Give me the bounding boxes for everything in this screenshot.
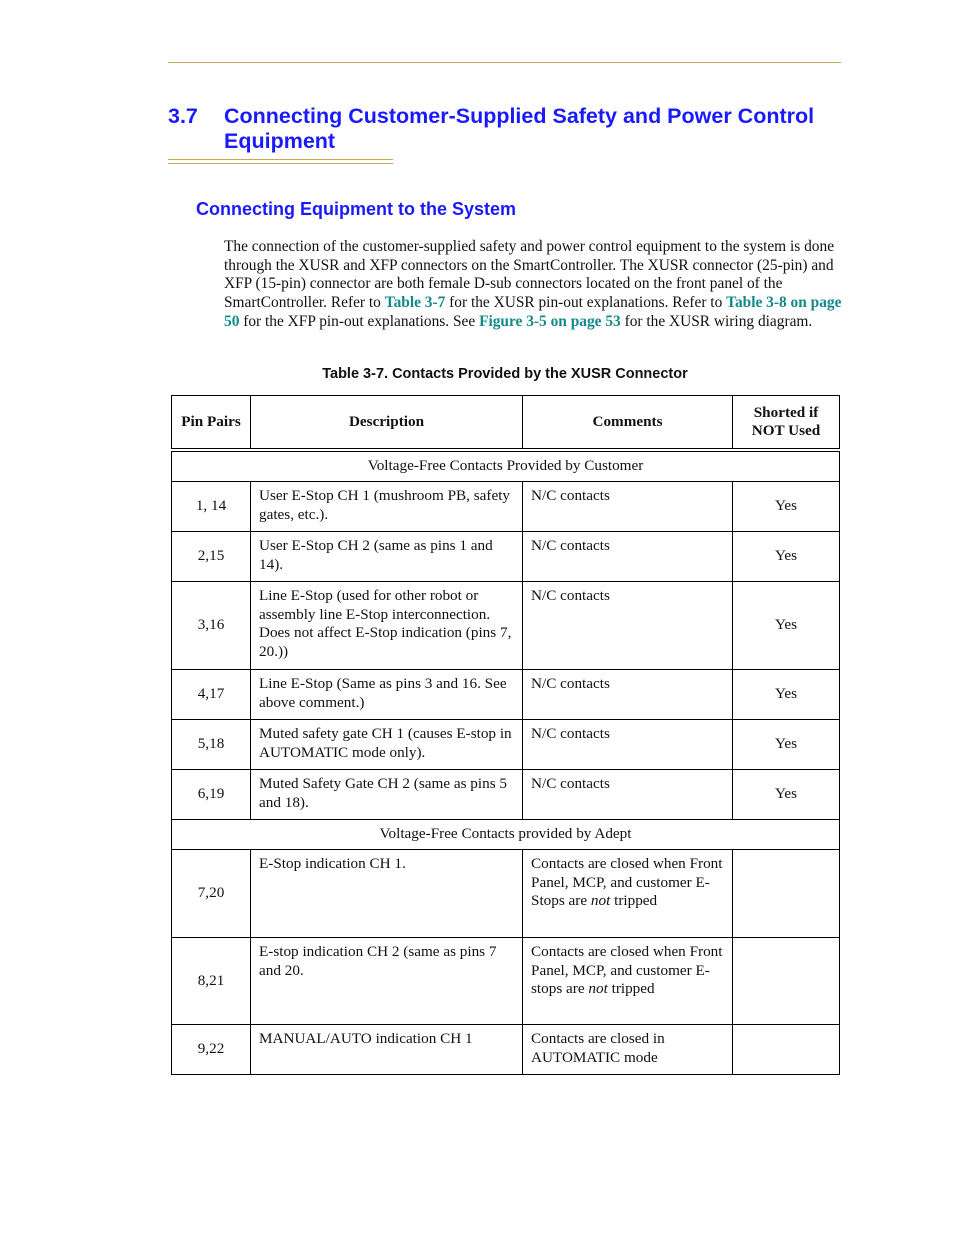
description-cell: Muted safety gate CH 1 (causes E-stop in AUTOMATIC mode only). xyxy=(251,720,523,770)
pin-cell: 8,21 xyxy=(172,938,251,1025)
table-row xyxy=(172,720,840,770)
header-description: Description xyxy=(251,396,523,449)
shorted-cell: Yes xyxy=(733,770,840,820)
header-rule xyxy=(168,62,841,63)
pin-cell: 6,19 xyxy=(172,770,251,820)
description-cell: User E-Stop CH 1 (mushroom PB, safety gates, etc.). xyxy=(251,482,523,532)
comment-text: Contacts are closed when Front Panel, MCP, and customer E-stops are xyxy=(531,943,723,997)
comment-cell: N/C contacts xyxy=(523,720,733,770)
comment-cell xyxy=(523,938,733,1025)
table-row xyxy=(172,1025,840,1075)
header-shorted: Shorted if NOT Used xyxy=(733,396,840,449)
comment-cell: N/C contacts xyxy=(523,532,733,582)
comment-cell: N/C contacts xyxy=(523,670,733,720)
paragraph-text: for the XFP pin-out explanations. See xyxy=(239,312,480,330)
group-row xyxy=(172,820,840,850)
comment-text: tripped xyxy=(607,980,655,997)
shorted-cell: Yes xyxy=(733,482,840,532)
table-row xyxy=(172,582,840,670)
pin-cell: 7,20 xyxy=(172,850,251,938)
table-row xyxy=(172,532,840,582)
header-comments: Comments xyxy=(523,396,733,449)
table-header-row xyxy=(172,396,840,449)
shorted-cell xyxy=(733,850,840,938)
xref-table-3-8[interactable]: Table 3-8 on page 50 xyxy=(224,294,842,330)
xref-table-3-7[interactable]: Table 3-7 xyxy=(384,294,446,312)
description-cell: MANUAL/AUTO indication CH 1 xyxy=(251,1025,523,1075)
table-caption: Table 3-7. Contacts Provided by the XUSR Connector xyxy=(322,366,688,382)
section-underline-2 xyxy=(168,163,393,164)
shorted-cell: Yes xyxy=(733,720,840,770)
group-label-adept: Voltage-Free Contacts provided by Adept xyxy=(172,820,840,850)
shorted-cell: Yes xyxy=(733,670,840,720)
pin-cell: 3,16 xyxy=(172,582,251,670)
table-row xyxy=(172,770,840,820)
description-cell: Line E-Stop (used for other robot or assembly line E-Stop interconnection. Does not affect E-Stop indication (pins 7, 20.)) xyxy=(251,582,523,670)
comment-text: tripped xyxy=(610,892,658,909)
contacts-table xyxy=(171,395,840,1075)
paragraph-text: The connection of the customer-supplied safety and power control equipment to the system is done through the XUSR and XFP connectors on the SmartController. The XUSR connector (25-pin) and XFP (15-pin) connector are both female D-sub connectors located on the front panel of the SmartController. Refer to xyxy=(224,238,835,312)
pin-cell: 1, 14 xyxy=(172,482,251,532)
comment-cell: N/C contacts xyxy=(523,482,733,532)
subsection-title: Connecting Equipment to the System xyxy=(196,199,517,219)
section-number: 3.7 xyxy=(168,104,198,128)
group-row xyxy=(172,452,840,482)
description-cell: Muted Safety Gate CH 2 (same as pins 5 and 18). xyxy=(251,770,523,820)
pin-cell: 5,18 xyxy=(172,720,251,770)
description-cell: E-stop indication CH 2 (same as pins 7 and 20. xyxy=(251,938,523,1025)
paragraph-text: for the XUSR wiring diagram. xyxy=(620,312,813,330)
comment-cell: Contacts are closed in AUTOMATIC mode xyxy=(523,1025,733,1075)
section-title: Connecting Customer-Supplied Safety and Power Control Equipment xyxy=(224,104,815,153)
pin-cell: 4,17 xyxy=(172,670,251,720)
table-row xyxy=(172,938,840,1025)
comment-cell: N/C contacts xyxy=(523,770,733,820)
xref-figure-3-5[interactable]: Figure 3-5 on page 53 xyxy=(479,312,621,330)
shorted-cell xyxy=(733,938,840,1025)
comment-emphasis: not xyxy=(588,980,608,997)
pin-cell: 2,15 xyxy=(172,532,251,582)
header-pin-pairs: Pin Pairs xyxy=(172,396,251,449)
body-paragraph xyxy=(224,238,842,332)
section-underline xyxy=(168,159,393,160)
shorted-cell: Yes xyxy=(733,582,840,670)
comment-cell xyxy=(523,850,733,938)
description-cell: E-Stop indication CH 1. xyxy=(251,850,523,938)
comment-emphasis: not xyxy=(590,892,611,909)
shorted-cell xyxy=(733,1025,840,1075)
shorted-cell: Yes xyxy=(733,532,840,582)
pin-cell: 9,22 xyxy=(172,1025,251,1075)
group-label-customer: Voltage-Free Contacts Provided by Customer xyxy=(172,452,840,482)
comment-cell: N/C contacts xyxy=(523,582,733,670)
table-row xyxy=(172,670,840,720)
description-cell: User E-Stop CH 2 (same as pins 1 and 14). xyxy=(251,532,523,582)
table-row xyxy=(172,482,840,532)
comment-text: Contacts are closed when Front Panel, MCP, and customer E-Stops are xyxy=(531,855,723,909)
description-cell: Line E-Stop (Same as pins 3 and 16. See above comment.) xyxy=(251,670,523,720)
table-row xyxy=(172,850,840,938)
paragraph-text: for the XUSR pin-out explanations. Refer to xyxy=(445,294,727,312)
